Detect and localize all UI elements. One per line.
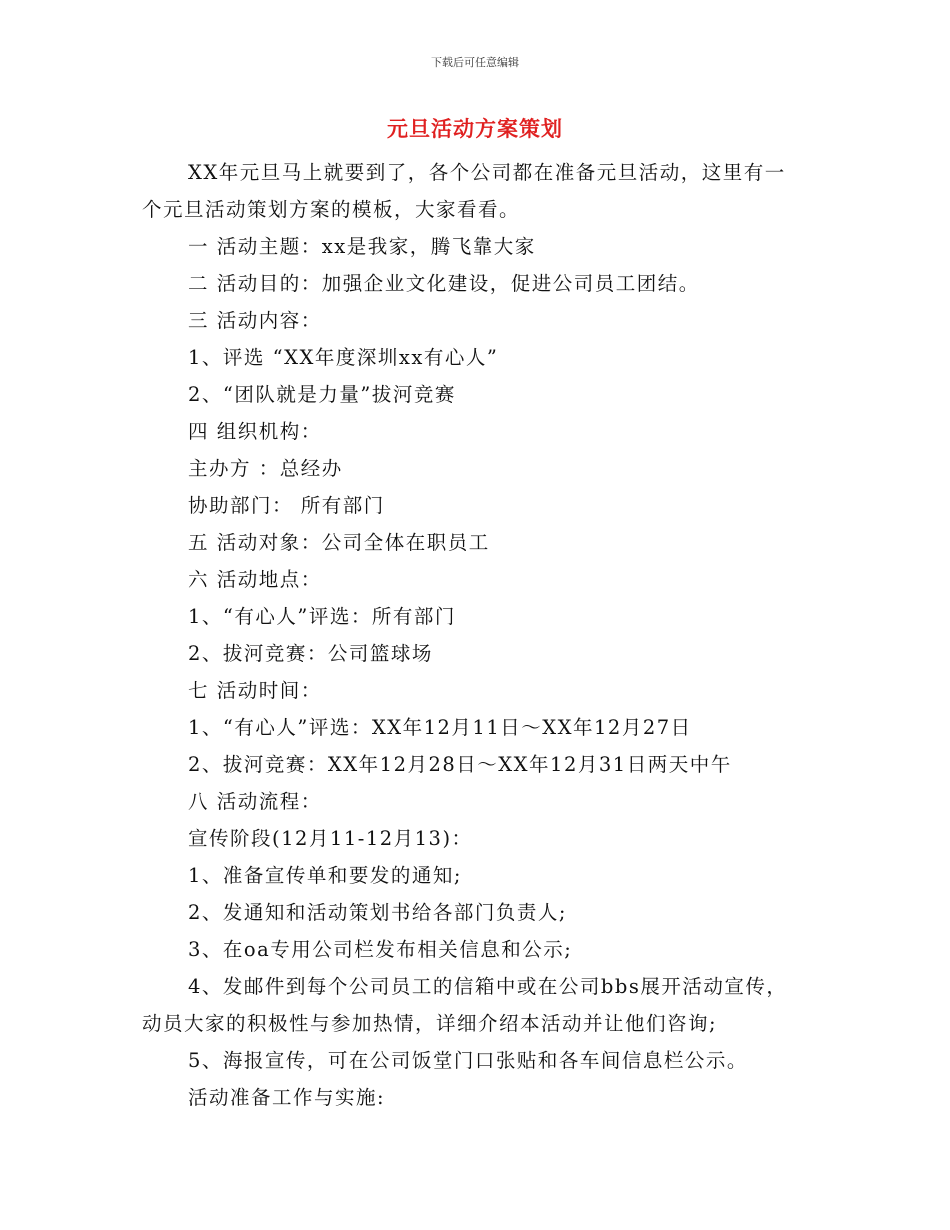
paragraph-line: 四 组织机构： [188,420,322,443]
paragraph-line: 3、在oa专用公司栏发布相关信息和公示; [188,938,573,961]
paragraph-line: 5、海报宣传，可在公司饭堂门口张贴和各车间信息栏公示。 [188,1049,748,1072]
paragraph-line: 一 活动主题：xx是我家，腾飞靠大家 [188,235,536,258]
paragraph-line: 活动准备工作与实施: [188,1086,386,1109]
paragraph-line: 八 活动流程： [188,790,322,813]
paragraph-line: XX年元旦马上就要到了，各个公司都在准备元旦活动，这里有一 [188,161,786,184]
paragraph-line: 2、发通知和活动策划书给各部门负责人; [188,901,567,924]
document-title: 元旦活动方案策划 [387,117,563,141]
paragraph-line: 4、发邮件到每个公司员工的信箱中或在公司bbs展开活动宣传， [188,975,788,998]
paragraph-line: 2、拔河竞赛：公司篮球场 [188,642,433,665]
paragraph-line: 三 活动内容： [188,309,322,332]
paragraph-line: 六 活动地点： [188,568,322,591]
paragraph-line: 1、评选 “XX年度深圳xx有心人” [188,346,499,369]
header-note: 下载后可任意编辑 [431,56,519,69]
paragraph-line: 2、“团队就是力量”拔河竞赛 [188,383,456,406]
paragraph-line: 1、“有心人”评选：所有部门 [188,605,456,628]
paragraph-line: 宣传阶段(12月11-12月13)： [188,827,473,850]
paragraph-line: 主办方 ：总经办 [188,457,343,480]
paragraph-line: 协助部门： 所有部门 [188,494,385,517]
paragraph-line: 五 活动对象：公司全体在职员工 [188,531,490,554]
paragraph-line: 2、拔河竞赛：XX年12月28日～XX年12月31日两天中午 [188,753,732,776]
paragraph-line: 1、准备宣传单和要发的通知; [188,864,462,887]
paragraph-line: 七 活动时间： [188,679,322,702]
paragraph-line: 1、“有心人”评选：XX年12月11日～XX年12月27日 [188,716,692,739]
paragraph-line: 个元旦活动策划方案的模板，大家看看。 [142,198,521,221]
paragraph-line: 二 活动目的：加强企业文化建设，促进公司员工团结。 [188,272,700,295]
paragraph-line: 动员大家的积极性与参加热情，详细介绍本活动并让他们咨询; [142,1012,718,1035]
document-body [142,154,812,1116]
